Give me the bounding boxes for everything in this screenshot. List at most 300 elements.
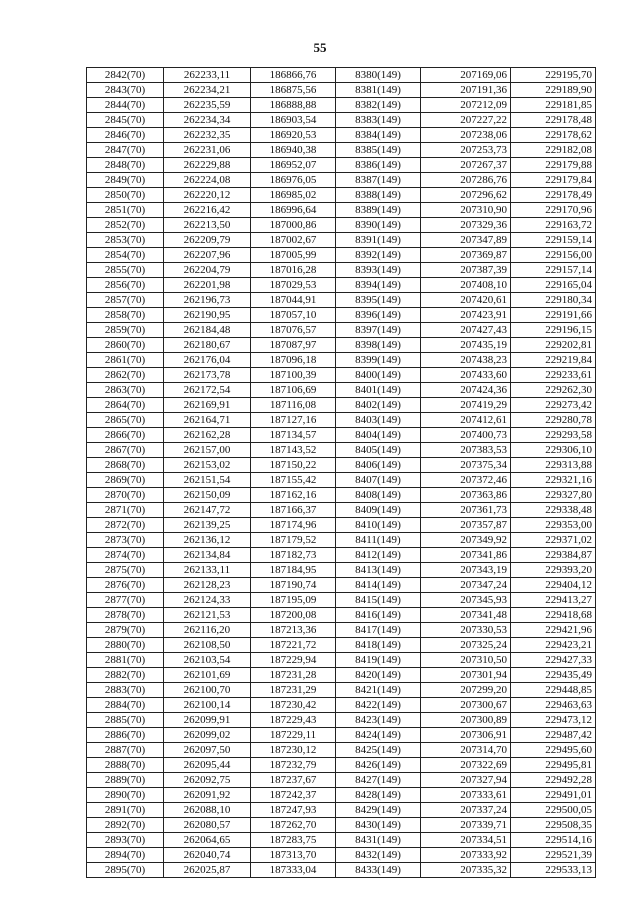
point-id-b-cell: 8386(149) [336,158,421,173]
table-row [87,143,596,158]
point-id-b-cell: 8423(149) [336,713,421,728]
coord-y-b-cell: 229463,63 [511,698,596,713]
coord-x-a-cell: 262234,21 [164,83,251,98]
point-id-a-cell: 2878(70) [87,608,164,623]
coord-y-a-cell: 187096,18 [251,353,336,368]
point-id-a-cell: 2877(70) [87,593,164,608]
coord-y-a-cell: 187087,97 [251,338,336,353]
point-id-b-cell: 8394(149) [336,278,421,293]
coord-y-b-cell: 229196,15 [511,323,596,338]
coord-x-b-cell: 207383,53 [421,443,511,458]
coord-x-b-cell: 207335,32 [421,863,511,878]
coord-y-b-cell: 229338,48 [511,503,596,518]
coord-x-a-cell: 262133,11 [164,563,251,578]
point-id-b-cell: 8387(149) [336,173,421,188]
point-id-a-cell: 2856(70) [87,278,164,293]
point-id-a-cell: 2849(70) [87,173,164,188]
coord-x-b-cell: 207375,34 [421,458,511,473]
coord-x-b-cell: 207361,73 [421,503,511,518]
table-row [87,848,596,863]
coord-x-a-cell: 262162,28 [164,428,251,443]
coord-x-a-cell: 262234,34 [164,113,251,128]
coord-y-b-cell: 229165,04 [511,278,596,293]
coord-x-b-cell: 207433,60 [421,368,511,383]
point-id-b-cell: 8432(149) [336,848,421,863]
coord-y-b-cell: 229500,05 [511,803,596,818]
coord-x-b-cell: 207343,19 [421,563,511,578]
coord-x-b-cell: 207412,61 [421,413,511,428]
coord-x-a-cell: 262091,92 [164,788,251,803]
point-id-b-cell: 8414(149) [336,578,421,593]
coord-x-b-cell: 207438,23 [421,353,511,368]
point-id-a-cell: 2890(70) [87,788,164,803]
table-row [87,263,596,278]
coord-x-b-cell: 207419,29 [421,398,511,413]
point-id-b-cell: 8415(149) [336,593,421,608]
coord-y-b-cell: 229191,66 [511,308,596,323]
coord-x-b-cell: 207322,69 [421,758,511,773]
coord-x-a-cell: 262100,14 [164,698,251,713]
coord-y-b-cell: 229313,88 [511,458,596,473]
table-row [87,833,596,848]
coord-x-a-cell: 262224,08 [164,173,251,188]
coord-x-b-cell: 207300,89 [421,713,511,728]
coord-x-a-cell: 262136,12 [164,533,251,548]
point-id-b-cell: 8380(149) [336,68,421,83]
point-id-a-cell: 2870(70) [87,488,164,503]
coord-x-b-cell: 207299,20 [421,683,511,698]
table-row [87,698,596,713]
coord-x-a-cell: 262151,54 [164,473,251,488]
coord-x-a-cell: 262103,54 [164,653,251,668]
point-id-b-cell: 8408(149) [336,488,421,503]
point-id-a-cell: 2874(70) [87,548,164,563]
table-row [87,323,596,338]
point-id-b-cell: 8395(149) [336,293,421,308]
coord-y-b-cell: 229202,81 [511,338,596,353]
point-id-b-cell: 8407(149) [336,473,421,488]
point-id-a-cell: 2855(70) [87,263,164,278]
coord-x-a-cell: 262153,02 [164,458,251,473]
point-id-b-cell: 8409(149) [336,503,421,518]
point-id-b-cell: 8406(149) [336,458,421,473]
point-id-a-cell: 2863(70) [87,383,164,398]
coord-x-b-cell: 207306,91 [421,728,511,743]
table-row [87,668,596,683]
point-id-b-cell: 8410(149) [336,518,421,533]
point-id-a-cell: 2881(70) [87,653,164,668]
table-row [87,683,596,698]
point-id-a-cell: 2848(70) [87,158,164,173]
coord-y-a-cell: 186996,64 [251,203,336,218]
coord-x-b-cell: 207227,22 [421,113,511,128]
coord-y-a-cell: 187195,09 [251,593,336,608]
table-row [87,158,596,173]
coord-x-a-cell: 262209,79 [164,233,251,248]
coord-y-a-cell: 187002,67 [251,233,336,248]
coord-y-a-cell: 187150,22 [251,458,336,473]
coord-x-a-cell: 262164,71 [164,413,251,428]
table-row [87,548,596,563]
point-id-a-cell: 2851(70) [87,203,164,218]
coord-y-b-cell: 229495,81 [511,758,596,773]
coord-y-b-cell: 229280,78 [511,413,596,428]
point-id-b-cell: 8430(149) [336,818,421,833]
coord-y-a-cell: 187000,86 [251,218,336,233]
table-row [87,623,596,638]
point-id-b-cell: 8428(149) [336,788,421,803]
point-id-b-cell: 8390(149) [336,218,421,233]
coord-x-b-cell: 207169,06 [421,68,511,83]
coord-x-b-cell: 207372,46 [421,473,511,488]
point-id-b-cell: 8426(149) [336,758,421,773]
table-row [87,488,596,503]
point-id-a-cell: 2891(70) [87,803,164,818]
coord-x-a-cell: 262232,35 [164,128,251,143]
table-row [87,518,596,533]
table-row [87,428,596,443]
table-row [87,788,596,803]
point-id-a-cell: 2865(70) [87,413,164,428]
coord-x-a-cell: 262216,42 [164,203,251,218]
coord-y-a-cell: 187283,75 [251,833,336,848]
point-id-b-cell: 8429(149) [336,803,421,818]
coord-x-b-cell: 207327,94 [421,773,511,788]
coord-x-a-cell: 262176,04 [164,353,251,368]
coord-x-b-cell: 207238,06 [421,128,511,143]
point-id-a-cell: 2872(70) [87,518,164,533]
table-row [87,413,596,428]
point-id-a-cell: 2860(70) [87,338,164,353]
table-row [87,593,596,608]
coord-y-b-cell: 229181,85 [511,98,596,113]
point-id-b-cell: 8388(149) [336,188,421,203]
point-id-b-cell: 8401(149) [336,383,421,398]
point-id-a-cell: 2886(70) [87,728,164,743]
table-row [87,563,596,578]
table-row [87,398,596,413]
table-row [87,818,596,833]
table-row [87,773,596,788]
table-row [87,713,596,728]
coord-x-a-cell: 262172,54 [164,383,251,398]
point-id-b-cell: 8383(149) [336,113,421,128]
coord-y-a-cell: 186875,56 [251,83,336,98]
point-id-a-cell: 2858(70) [87,308,164,323]
point-id-b-cell: 8412(149) [336,548,421,563]
point-id-b-cell: 8416(149) [336,608,421,623]
coord-y-b-cell: 229189,90 [511,83,596,98]
coord-y-b-cell: 229427,33 [511,653,596,668]
coord-y-a-cell: 186985,02 [251,188,336,203]
point-id-b-cell: 8418(149) [336,638,421,653]
coord-y-a-cell: 187016,28 [251,263,336,278]
point-id-b-cell: 8421(149) [336,683,421,698]
table-row [87,383,596,398]
coord-y-b-cell: 229159,14 [511,233,596,248]
point-id-b-cell: 8403(149) [336,413,421,428]
coord-x-b-cell: 207420,61 [421,293,511,308]
point-id-a-cell: 2847(70) [87,143,164,158]
table-row [87,638,596,653]
coord-y-a-cell: 187230,42 [251,698,336,713]
coord-x-a-cell: 262233,11 [164,68,251,83]
table-row [87,743,596,758]
point-id-b-cell: 8411(149) [336,533,421,548]
coord-y-a-cell: 186952,07 [251,158,336,173]
table-row [87,218,596,233]
table-row [87,308,596,323]
coord-x-a-cell: 262196,73 [164,293,251,308]
coord-y-a-cell: 187229,43 [251,713,336,728]
point-id-b-cell: 8396(149) [336,308,421,323]
point-id-b-cell: 8419(149) [336,653,421,668]
point-id-a-cell: 2857(70) [87,293,164,308]
coord-x-a-cell: 262099,02 [164,728,251,743]
coord-y-a-cell: 187100,39 [251,368,336,383]
coord-x-b-cell: 207427,43 [421,323,511,338]
coord-x-b-cell: 207334,51 [421,833,511,848]
coord-y-a-cell: 187127,16 [251,413,336,428]
coord-x-a-cell: 262080,57 [164,818,251,833]
coord-y-b-cell: 229393,20 [511,563,596,578]
coord-y-a-cell: 187221,72 [251,638,336,653]
point-id-a-cell: 2880(70) [87,638,164,653]
point-id-b-cell: 8392(149) [336,248,421,263]
table-row [87,458,596,473]
point-id-a-cell: 2883(70) [87,683,164,698]
coord-x-a-cell: 262213,50 [164,218,251,233]
point-id-a-cell: 2889(70) [87,773,164,788]
coord-y-a-cell: 187057,10 [251,308,336,323]
point-id-a-cell: 2844(70) [87,98,164,113]
table-row [87,128,596,143]
point-id-a-cell: 2864(70) [87,398,164,413]
coord-y-b-cell: 229233,61 [511,368,596,383]
point-id-b-cell: 8399(149) [336,353,421,368]
coord-y-a-cell: 187200,08 [251,608,336,623]
coord-x-b-cell: 207435,19 [421,338,511,353]
coord-y-b-cell: 229435,49 [511,668,596,683]
coord-x-a-cell: 262100,70 [164,683,251,698]
coord-x-a-cell: 262180,67 [164,338,251,353]
coord-x-a-cell: 262157,00 [164,443,251,458]
coord-y-a-cell: 186903,54 [251,113,336,128]
point-id-b-cell: 8417(149) [336,623,421,638]
table-row [87,758,596,773]
coord-x-b-cell: 207347,24 [421,578,511,593]
coord-x-b-cell: 207314,70 [421,743,511,758]
coord-y-a-cell: 187242,37 [251,788,336,803]
coord-y-b-cell: 229219,84 [511,353,596,368]
point-id-a-cell: 2882(70) [87,668,164,683]
coord-y-a-cell: 187313,70 [251,848,336,863]
coord-y-b-cell: 229413,27 [511,593,596,608]
coord-x-b-cell: 207349,92 [421,533,511,548]
point-id-a-cell: 2885(70) [87,713,164,728]
coord-x-a-cell: 262147,72 [164,503,251,518]
table-row [87,533,596,548]
coord-x-a-cell: 262173,78 [164,368,251,383]
coord-y-a-cell: 187213,36 [251,623,336,638]
coord-x-b-cell: 207347,89 [421,233,511,248]
coord-x-a-cell: 262064,65 [164,833,251,848]
table-row [87,293,596,308]
coord-x-a-cell: 262150,09 [164,488,251,503]
coord-y-a-cell: 187232,79 [251,758,336,773]
point-id-a-cell: 2894(70) [87,848,164,863]
coord-x-a-cell: 262204,79 [164,263,251,278]
coord-x-a-cell: 262134,84 [164,548,251,563]
coord-y-b-cell: 229491,01 [511,788,596,803]
coord-y-b-cell: 229492,28 [511,773,596,788]
table-row [87,728,596,743]
coord-x-b-cell: 207408,10 [421,278,511,293]
table-row [87,653,596,668]
point-id-a-cell: 2866(70) [87,428,164,443]
coord-x-a-cell: 262235,59 [164,98,251,113]
coord-y-b-cell: 229182,08 [511,143,596,158]
coordinates-table-body [87,68,596,878]
coord-y-b-cell: 229163,72 [511,218,596,233]
point-id-b-cell: 8424(149) [336,728,421,743]
coord-x-b-cell: 207341,86 [421,548,511,563]
point-id-b-cell: 8405(149) [336,443,421,458]
coord-y-b-cell: 229306,10 [511,443,596,458]
point-id-a-cell: 2875(70) [87,563,164,578]
coord-x-a-cell: 262095,44 [164,758,251,773]
coord-x-b-cell: 207212,09 [421,98,511,113]
coord-y-b-cell: 229321,16 [511,473,596,488]
coord-x-a-cell: 262229,88 [164,158,251,173]
coord-x-a-cell: 262108,50 [164,638,251,653]
coord-x-b-cell: 207333,61 [421,788,511,803]
coord-y-b-cell: 229418,68 [511,608,596,623]
table-row [87,803,596,818]
coord-x-a-cell: 262101,69 [164,668,251,683]
coord-y-b-cell: 229178,48 [511,113,596,128]
coord-y-a-cell: 187247,93 [251,803,336,818]
coord-y-a-cell: 187229,94 [251,653,336,668]
point-id-a-cell: 2876(70) [87,578,164,593]
page-number: 55 [313,40,327,55]
coord-x-a-cell: 262231,06 [164,143,251,158]
coord-y-a-cell: 187230,12 [251,743,336,758]
coord-x-b-cell: 207310,50 [421,653,511,668]
coord-y-a-cell: 187134,57 [251,428,336,443]
coord-y-b-cell: 229473,12 [511,713,596,728]
coord-y-b-cell: 229448,85 [511,683,596,698]
coord-y-a-cell: 186940,38 [251,143,336,158]
coord-y-b-cell: 229421,96 [511,623,596,638]
coord-x-b-cell: 207341,48 [421,608,511,623]
coord-x-a-cell: 262097,50 [164,743,251,758]
table-row [87,98,596,113]
coord-x-b-cell: 207424,36 [421,383,511,398]
table-row [87,353,596,368]
coord-x-a-cell: 262190,95 [164,308,251,323]
coord-x-a-cell: 262025,87 [164,863,251,878]
coord-x-b-cell: 207363,86 [421,488,511,503]
coord-x-b-cell: 207339,71 [421,818,511,833]
point-id-a-cell: 2850(70) [87,188,164,203]
coord-x-b-cell: 207325,24 [421,638,511,653]
coord-y-a-cell: 187237,67 [251,773,336,788]
table-row [87,248,596,263]
coord-y-b-cell: 229156,00 [511,248,596,263]
coord-x-b-cell: 207400,73 [421,428,511,443]
coord-y-b-cell: 229170,96 [511,203,596,218]
point-id-a-cell: 2884(70) [87,698,164,713]
coord-y-a-cell: 187174,96 [251,518,336,533]
coord-x-b-cell: 207253,73 [421,143,511,158]
coord-y-b-cell: 229179,84 [511,173,596,188]
table-row [87,863,596,878]
point-id-a-cell: 2892(70) [87,818,164,833]
point-id-b-cell: 8398(149) [336,338,421,353]
coord-y-a-cell: 187182,73 [251,548,336,563]
coord-y-a-cell: 187231,28 [251,668,336,683]
coord-y-a-cell: 187076,57 [251,323,336,338]
coord-y-a-cell: 187162,16 [251,488,336,503]
coord-x-a-cell: 262184,48 [164,323,251,338]
coord-x-a-cell: 262207,96 [164,248,251,263]
point-id-a-cell: 2871(70) [87,503,164,518]
point-id-b-cell: 8433(149) [336,863,421,878]
table-row [87,338,596,353]
coord-y-b-cell: 229262,30 [511,383,596,398]
coord-x-a-cell: 262088,10 [164,803,251,818]
coord-y-a-cell: 187262,70 [251,818,336,833]
coord-y-b-cell: 229157,14 [511,263,596,278]
coord-x-b-cell: 207301,94 [421,668,511,683]
coord-y-b-cell: 229371,02 [511,533,596,548]
coord-y-b-cell: 229178,62 [511,128,596,143]
coord-x-a-cell: 262139,25 [164,518,251,533]
coord-y-b-cell: 229195,70 [511,68,596,83]
point-id-a-cell: 2869(70) [87,473,164,488]
table-row [87,68,596,83]
coord-y-b-cell: 229404,12 [511,578,596,593]
coord-y-a-cell: 187184,95 [251,563,336,578]
coord-y-b-cell: 229327,80 [511,488,596,503]
point-id-a-cell: 2843(70) [87,83,164,98]
coord-x-b-cell: 207296,62 [421,188,511,203]
coord-y-b-cell: 229293,58 [511,428,596,443]
coord-y-b-cell: 229533,13 [511,863,596,878]
table-row [87,473,596,488]
point-id-a-cell: 2868(70) [87,458,164,473]
coord-x-b-cell: 207330,53 [421,623,511,638]
point-id-a-cell: 2895(70) [87,863,164,878]
coord-y-a-cell: 187155,42 [251,473,336,488]
point-id-a-cell: 2846(70) [87,128,164,143]
point-id-a-cell: 2842(70) [87,68,164,83]
coord-x-b-cell: 207267,37 [421,158,511,173]
coord-y-a-cell: 187116,08 [251,398,336,413]
point-id-b-cell: 8381(149) [336,83,421,98]
coord-x-a-cell: 262128,23 [164,578,251,593]
coord-x-a-cell: 262121,53 [164,608,251,623]
coord-x-a-cell: 262124,33 [164,593,251,608]
point-id-b-cell: 8389(149) [336,203,421,218]
coord-x-b-cell: 207387,39 [421,263,511,278]
coord-x-b-cell: 207337,24 [421,803,511,818]
point-id-a-cell: 2879(70) [87,623,164,638]
coord-y-a-cell: 186866,76 [251,68,336,83]
table-row [87,173,596,188]
coord-y-a-cell: 187179,52 [251,533,336,548]
